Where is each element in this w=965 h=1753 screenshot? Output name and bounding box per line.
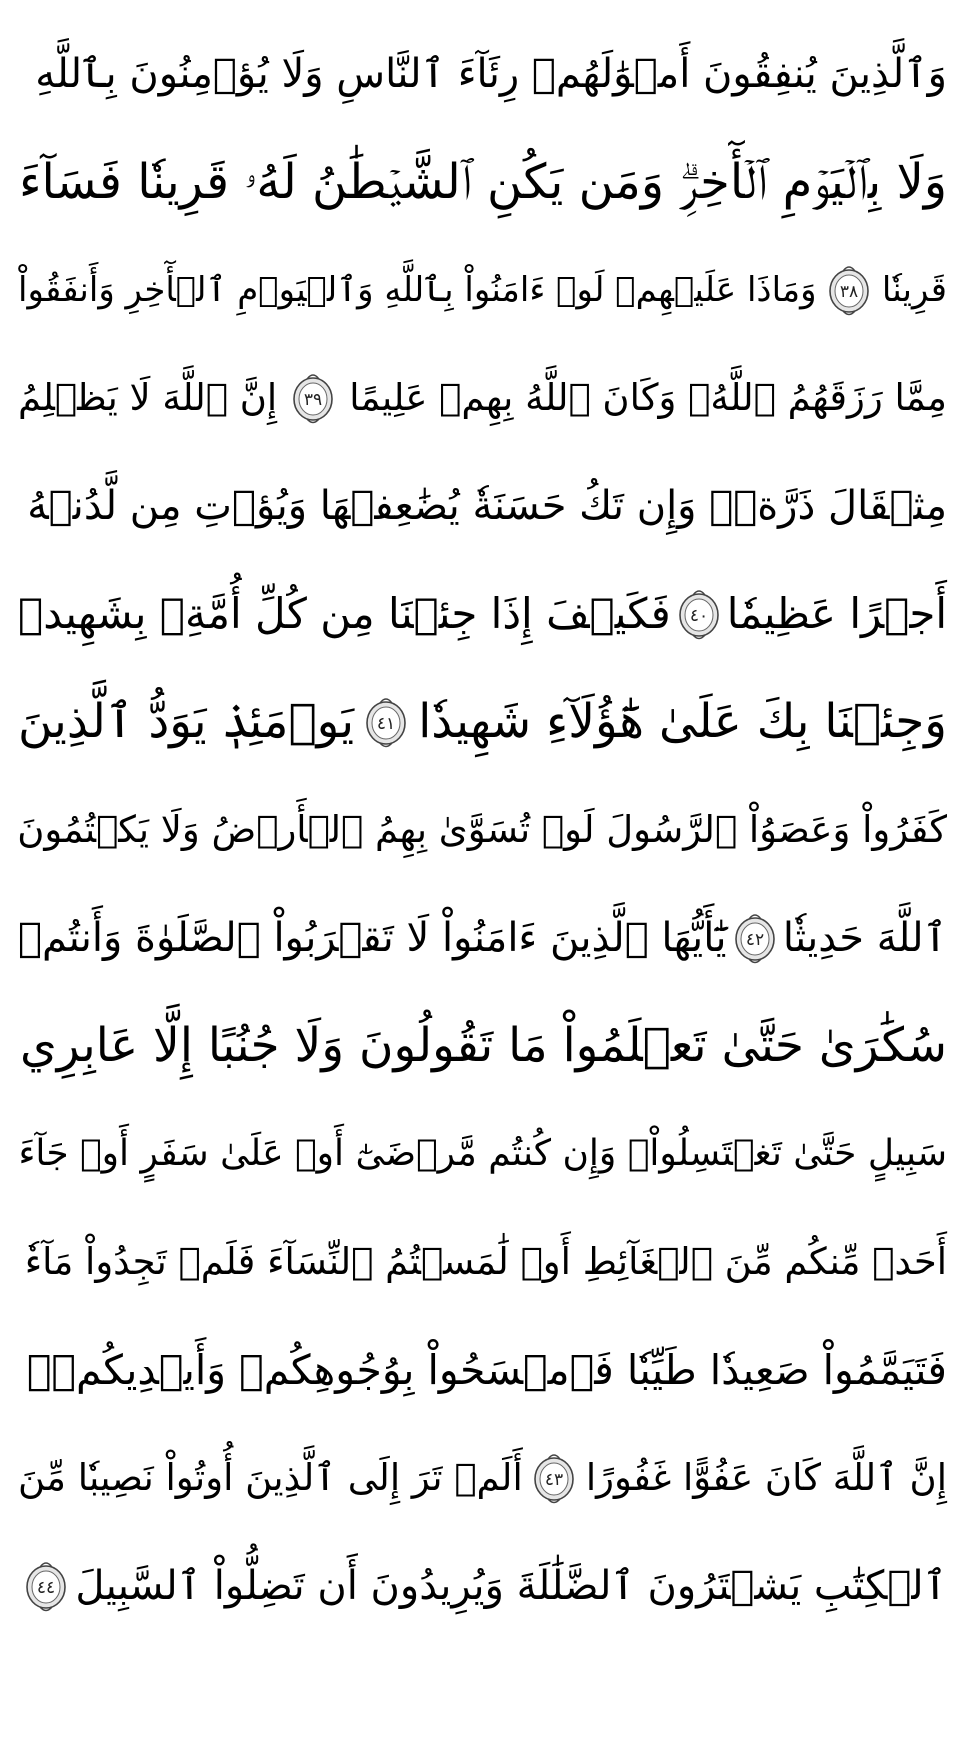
ayah-rosette-icon	[363, 694, 409, 750]
ayah-rosette-icon	[826, 262, 872, 318]
verse-text: فَتَيَمَّمُواْ صَعِيدٗا طَيِّبٗا فَٱمۡسَحُواْ بِوُجُوهِكُمۡ وَأَيۡدِيكُمۡۗ	[26, 1346, 947, 1394]
ayah-number: ٤٠	[689, 606, 708, 626]
ayah-end-marker	[675, 585, 723, 643]
ayah-rosette-icon	[732, 910, 778, 966]
text-line	[18, 236, 947, 344]
verse-text: وَجِئۡنَا بِكَ عَلَىٰ هَٰٓؤُلَآءِ شَهِيدٗا	[418, 694, 947, 749]
text-line	[18, 1424, 947, 1532]
ayah-number: ٣٩	[304, 390, 323, 410]
ayah-end-marker	[362, 693, 410, 751]
text-line	[18, 1316, 947, 1424]
verse-text: كَفَرُواْ وَعَصَوُاْ ٱلرَّسُولَ لَوۡ تُسَوَّىٰ بِهِمُ ٱلۡأَرۡضُ وَلَا يَكۡتُمُونَ	[17, 808, 947, 851]
ayah-rosette-icon	[23, 1558, 69, 1614]
text-line	[18, 1532, 947, 1640]
verse-text: إِنَّ ٱللَّهَ كَانَ عَفُوًّا غَفُورًا	[585, 1456, 947, 1499]
ayah-end-marker	[530, 1449, 578, 1507]
verse-text: وَٱلَّذِينَ يُنفِقُونَ أَمۡوَٰلَهُمۡ رِئَآءَ ٱلنَّاسِ وَلَا يُؤۡمِنُونَ بِٱللَّهِ	[35, 51, 947, 97]
text-line	[18, 668, 947, 776]
ayah-rosette-icon	[531, 1450, 577, 1506]
ayah-number: ٤٤	[36, 1578, 56, 1598]
ayah-end-marker	[289, 369, 337, 427]
verse-text: إِنَّ ٱللَّهَ لَا يَظۡلِمُ	[18, 376, 278, 419]
verse-text: أَلَمۡ تَرَ إِلَى ٱلَّذِينَ أُوتُواْ نَصِيبٗا مِّنَ	[18, 1456, 523, 1499]
verse-text: يَٰٓأَيُّهَا ٱلَّذِينَ ءَامَنُواْ لَا تَقۡرَبُواْ ٱلصَّلَوٰةَ وَأَنتُمۡ	[18, 915, 727, 961]
verse-text: يَوۡمَئِذٖ يَوَدُّ ٱلَّذِينَ	[18, 694, 355, 749]
ayah-number: ٤٣	[545, 1470, 564, 1490]
verse-text: فَكَيۡفَ إِذَا جِئۡنَا مِن كُلِّ أُمَّةِۭ بِشَهِيدٖ	[18, 589, 671, 638]
ayah-rosette-icon	[676, 586, 722, 642]
verse-text: مِثۡقَالَ ذَرَّةٖۖ وَإِن تَكُ حَسَنَةٗ يُضَٰعِفۡهَا وَيُؤۡتِ مِن لَّدُنۡهُ	[27, 483, 947, 529]
text-line	[18, 884, 947, 992]
verse-text: وَمَاذَا عَلَيۡهِمۡ لَوۡ ءَامَنُواْ بِٱللَّهِ وَٱلۡيَوۡمِ ٱلۡأٓخِرِ وَأَنفَقُواْ	[18, 270, 817, 310]
ayah-end-marker	[731, 909, 779, 967]
ayah-end-marker	[825, 261, 873, 319]
text-line	[18, 1208, 947, 1316]
text-line	[18, 776, 947, 884]
verse-text: سُكَٰرَىٰ حَتَّىٰ تَعۡلَمُواْ مَا تَقُولُونَ وَلَا جُنُبًا إِلَّا عَابِرِي	[19, 1018, 947, 1073]
verse-text: سَبِيلٍ حَتَّىٰ تَغۡتَسِلُواْۚ وَإِن كُنتُم مَّرۡضَىٰٓ أَوۡ عَلَىٰ سَفَرٍ أَوۡ جَآءَ	[18, 1133, 947, 1174]
verse-text: وَلَا بِٱلۡيَوۡمِ ٱلۡأٓخِرِۗ وَمَن يَكُنِ ٱلشَّيۡطَٰنُ لَهُۥ قَرِينٗا فَسَآءَ	[18, 154, 947, 210]
verse-text: أَجۡرًا عَظِيمٗا	[726, 589, 947, 638]
text-line	[18, 344, 947, 452]
ayah-number: ٣٨	[840, 282, 859, 302]
text-line	[18, 128, 947, 236]
text-line	[18, 1100, 947, 1208]
verse-text: قَرِينٗا	[881, 270, 947, 310]
text-line	[18, 452, 947, 560]
ayah-end-marker	[22, 1557, 70, 1615]
ayah-number: ٤٢	[745, 930, 764, 950]
verse-text: مِمَّا رَزَقَهُمُ ٱللَّهُۚ وَكَانَ ٱللَّهُ بِهِمۡ عَلِيمًا	[349, 376, 947, 419]
verse-text: ٱلۡكِتَٰبِ يَشۡتَرُونَ ٱلضَّلَٰلَةَ وَيُرِيدُونَ أَن تَضِلُّواْ ٱلسَّبِيلَ	[75, 1563, 947, 1609]
verse-text: أَحَدٞ مِّنكُم مِّنَ ٱلۡغَآئِطِ أَوۡ لَٰمَسۡتُمُ ٱلنِّسَآءَ فَلَمۡ تَجِدُواْ مَآءٗ	[24, 1240, 947, 1283]
text-line	[18, 560, 947, 668]
text-line	[18, 20, 947, 128]
verse-text: ٱللَّهَ حَدِيثٗا	[782, 915, 947, 961]
ayah-number: ٤١	[376, 714, 396, 734]
text-line	[18, 992, 947, 1100]
ayah-rosette-icon	[290, 370, 336, 426]
